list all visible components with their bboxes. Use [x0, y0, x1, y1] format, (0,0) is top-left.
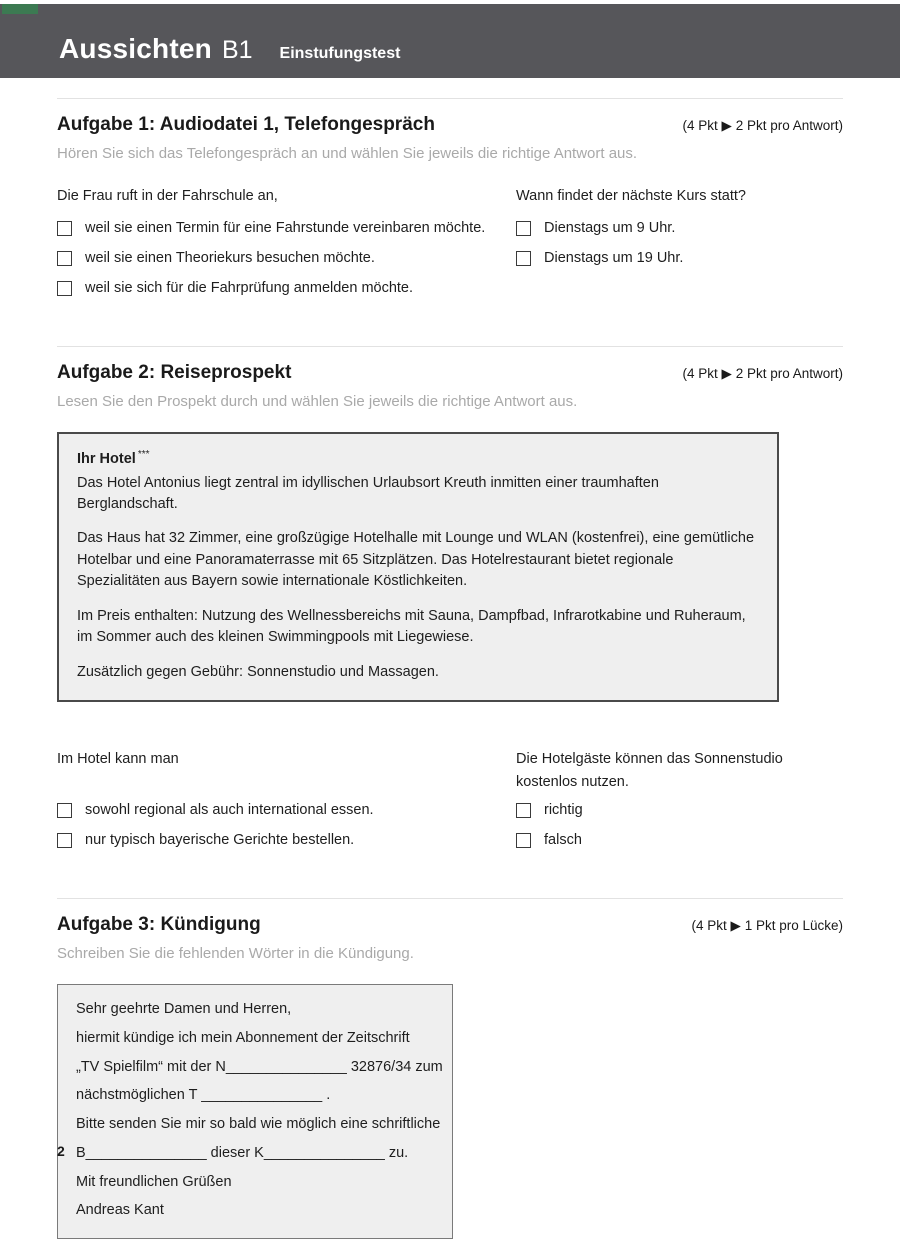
task-2-section	[57, 346, 843, 862]
page-number: 2	[57, 1143, 65, 1159]
task-2-header	[57, 362, 843, 384]
task-2-questions	[57, 748, 843, 862]
hotel-paragraph: Das Haus hat 32 Zimmer, eine großzügige Hotelhalle mit Lounge und WLAN (kostenfrei), eine gemütliche Hotelbar und eine Panoramaterrasse mit 65 Sitzplätzen. Das Hotelrestaurant bietet regionale Spezialitäten aus Bayern sowie internationale Köstlichkeiten.	[77, 530, 755, 590]
answer-option	[516, 802, 843, 818]
task-3-points: (4 Pkt ▶ 1 Pkt pro Lücke)	[691, 918, 843, 934]
hotel-stars: ***	[137, 449, 150, 460]
letter-line: hiermit kündige ich mein Abonnement der Zeitschrift	[76, 1029, 410, 1046]
task-1-section	[57, 98, 843, 310]
task-1-instruction: Hören Sie sich das Telefongespräch an und wählen Sie jeweils die richtige Antwort aus.	[57, 145, 638, 162]
task-3-header	[57, 914, 843, 936]
question-column	[516, 748, 843, 862]
letter-line-with-blank: nächstmöglichen T _______________ .	[76, 1087, 331, 1104]
option-checkbox[interactable]	[57, 803, 72, 818]
option-label: falsch	[544, 832, 582, 849]
hotel-box-title-text: Ihr Hotel	[77, 450, 136, 467]
answer-option	[516, 832, 843, 848]
question-column	[57, 188, 516, 310]
page-content	[0, 78, 900, 1239]
answer-option	[57, 802, 516, 818]
letter-line: Sehr geehrte Damen und Herren,	[76, 1001, 292, 1018]
letter-line-with-blank: B_______________ dieser K_______________ zu.	[76, 1144, 409, 1161]
question-prompt: Im Hotel kann man	[57, 751, 179, 768]
option-label: sowohl regional als auch international essen.	[85, 802, 374, 819]
question-prompt: Die Frau ruft in der Fahrschule an,	[57, 188, 278, 204]
hotel-prospect-box	[57, 432, 779, 702]
task-2-instruction: Lesen Sie den Prospekt durch und wählen Sie jeweils die richtige Antwort aus.	[57, 393, 578, 410]
answer-option	[57, 832, 516, 848]
answer-option	[516, 250, 843, 266]
corner-accent-mark	[2, 4, 38, 14]
letter-line: Mit freundlichen Grüßen	[76, 1173, 232, 1190]
task-2-title: Aufgabe 2: Reiseprospekt	[57, 362, 292, 383]
task-1-header	[57, 114, 843, 136]
option-checkbox[interactable]	[57, 833, 72, 848]
option-checkbox[interactable]	[516, 833, 531, 848]
option-label: Dienstags um 19 Uhr.	[544, 250, 684, 266]
answer-option	[57, 280, 516, 296]
option-label: weil sie sich für die Fahrprüfung anmelden möchte.	[85, 280, 414, 296]
task-3-section	[57, 898, 843, 1239]
letter-line: Bitte senden Sie mir so bald wie möglich eine schriftliche	[76, 1116, 441, 1133]
option-checkbox[interactable]	[57, 221, 72, 236]
level-label: B1	[221, 36, 253, 64]
brand-title: Aussichten	[59, 33, 212, 64]
test-subtitle: Einstufungstest	[279, 45, 401, 62]
option-label: richtig	[544, 802, 583, 819]
page-header	[0, 4, 900, 78]
option-label: weil sie einen Theoriekurs besuchen möchte.	[85, 250, 375, 266]
task-1-points: (4 Pkt ▶ 2 Pkt pro Antwort)	[682, 118, 843, 133]
hotel-paragraph: Das Hotel Antonius liegt zentral im idyllischen Urlaubsort Kreuth inmitten einer traumhaften Berglandschaft.	[77, 474, 659, 513]
question-prompt: Wann findet der nächste Kurs statt?	[516, 188, 746, 204]
task-3-title: Aufgabe 3: Kündigung	[57, 914, 261, 936]
option-checkbox[interactable]	[516, 803, 531, 818]
task-1-title: Aufgabe 1: Audiodatei 1, Telefongespräch	[57, 114, 435, 135]
option-label: Dienstags um 9 Uhr.	[544, 220, 676, 236]
task-1-questions	[57, 188, 843, 310]
answer-option	[516, 220, 843, 236]
option-label: weil sie einen Termin für eine Fahrstunde vereinbaren möchte.	[85, 220, 486, 236]
option-checkbox[interactable]	[516, 221, 531, 236]
question-column	[516, 188, 843, 310]
option-checkbox[interactable]	[57, 251, 72, 266]
answer-option	[57, 220, 516, 236]
task-3-instruction: Schreiben Sie die fehlenden Wörter in die Kündigung.	[57, 945, 414, 963]
letter-line-with-blank: „TV Spielfilm“ mit der N_______________ 32876/34 zum	[76, 1058, 443, 1075]
task-2-points: (4 Pkt ▶ 2 Pkt pro Antwort)	[682, 366, 843, 381]
answer-option	[57, 250, 516, 266]
question-prompt: Die Hotelgäste können das Sonnenstudio kostenlos nutzen.	[516, 751, 783, 790]
option-checkbox[interactable]	[516, 251, 531, 266]
option-label: nur typisch bayerische Gerichte bestellen.	[85, 832, 355, 849]
hotel-box-title	[77, 447, 759, 471]
hotel-paragraph: Im Preis enthalten: Nutzung des Wellnessbereichs mit Sauna, Dampfbad, Infrarotkabine und Ruheraum, im Sommer auch des kleinen Swimmingpools mit Liegewiese.	[77, 607, 746, 646]
hotel-paragraph: Zusätzlich gegen Gebühr: Sonnenstudio und Massagen.	[77, 663, 439, 680]
option-checkbox[interactable]	[57, 281, 72, 296]
document-page	[0, 4, 900, 1219]
letter-line: Andreas Kant	[76, 1202, 164, 1219]
question-column	[57, 748, 516, 862]
cancellation-letter-box	[57, 984, 453, 1239]
